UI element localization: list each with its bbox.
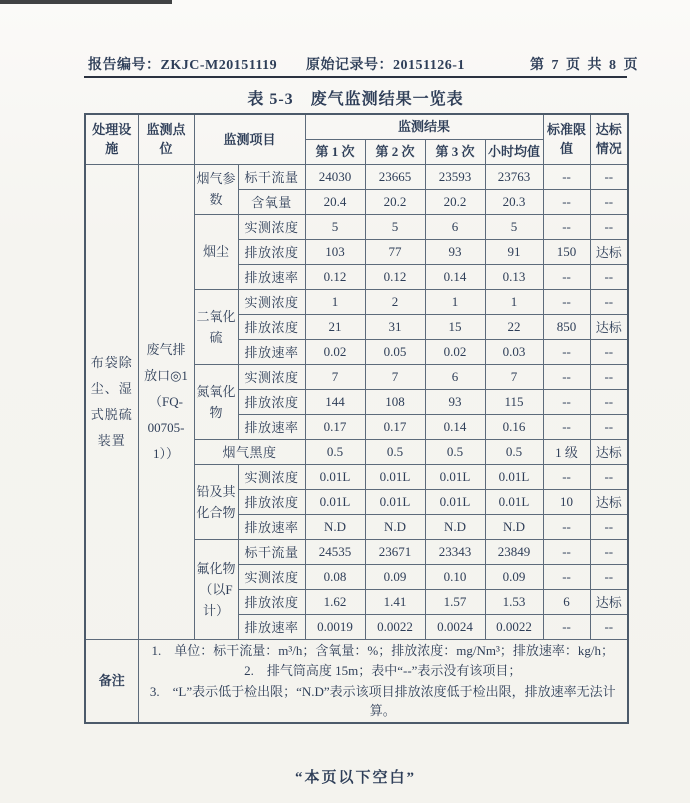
report-number-value: ZKJC-M20151119 [160,58,278,73]
cell-value: 0.0019 [305,614,365,639]
cell-item-name: 排放速率 [238,414,305,439]
header-results: 监测结果 [305,114,543,139]
cell-value: 93 [425,239,485,264]
cell-value: 24030 [305,164,365,189]
cell-item-name: 排放浓度 [238,314,305,339]
cell-limit: -- [543,539,590,564]
cell-value: 0.14 [425,414,485,439]
cell-status: -- [590,564,628,589]
cell-value: N.D [305,514,365,539]
cell-limit: 1 级 [543,439,590,464]
cell-value: 2 [365,289,425,314]
cell-value: 1.53 [485,589,543,614]
cell-value: 1 [425,289,485,314]
cell-item-name: 标干流量 [238,539,305,564]
header-point: 监测点位 [138,114,194,164]
cell-item-name: 实测浓度 [238,464,305,489]
cell-value: 7 [305,364,365,389]
cell-limit: -- [543,164,590,189]
cell-status: -- [590,264,628,289]
cell-limit: -- [543,264,590,289]
cell-value: N.D [365,514,425,539]
cell-value: 0.5 [425,439,485,464]
cell-value: 91 [485,239,543,264]
cell-value: 7 [365,364,425,389]
cell-value: 0.5 [365,439,425,464]
cell-value: 23849 [485,539,543,564]
header-limit: 标准限值 [543,114,590,164]
cell-item-name: 排放浓度 [238,389,305,414]
cell-item-name: 实测浓度 [238,564,305,589]
cell-limit: 850 [543,314,590,339]
cell-value: 0.17 [365,414,425,439]
record-number-label: 原始记录号： [306,58,393,73]
cell-value: 0.01L [365,464,425,489]
cell-limit: -- [543,389,590,414]
cell-value: 0.08 [305,564,365,589]
cell-group-name: 烟尘 [194,214,238,289]
cell-status: -- [590,514,628,539]
header-run2: 第 2 次 [365,139,425,164]
cell-value: 22 [485,314,543,339]
cell-limit: -- [543,564,590,589]
cell-value: 0.0024 [425,614,485,639]
cell-value: 15 [425,314,485,339]
cell-status: -- [590,289,628,314]
header-rule [84,76,627,78]
cell-value: 0.02 [425,339,485,364]
cell-value: 0.01L [425,489,485,514]
cell-value: 0.13 [485,264,543,289]
header-row-1 [85,114,628,139]
page-indicator: 第 7 页 共 8 页 [530,58,640,73]
cell-value: 20.2 [425,189,485,214]
cell-value: 0.01L [485,464,543,489]
cell-limit: -- [543,214,590,239]
cell-value: 0.12 [365,264,425,289]
cell-limit: 150 [543,239,590,264]
results-table [84,113,629,724]
cell-status: -- [590,414,628,439]
header-facility: 处理设施 [85,114,138,164]
cell-status: -- [590,464,628,489]
cell-value: 0.05 [365,339,425,364]
cell-limit: -- [543,514,590,539]
cell-value: 5 [365,214,425,239]
cell-item-name: 排放浓度 [238,589,305,614]
cell-item-name: 排放速率 [238,339,305,364]
cell-limit: -- [543,364,590,389]
cell-value: N.D [425,514,485,539]
cell-status: -- [590,189,628,214]
cell-value: 23665 [365,164,425,189]
cell-value: 0.01L [485,489,543,514]
cell-value: 0.03 [485,339,543,364]
cell-item-name: 实测浓度 [238,289,305,314]
cell-value: 0.10 [425,564,485,589]
cell-value: 23343 [425,539,485,564]
cell-value: 0.09 [485,564,543,589]
remarks-label: 备注 [85,639,138,723]
cell-facility: 布袋除尘、湿式脱硫装置 [85,164,138,639]
cell-limit: -- [543,614,590,639]
cell-group-name: 氮氧化物 [194,364,238,439]
cell-item-name: 标干流量 [238,164,305,189]
cell-value: 5 [305,214,365,239]
cell-limit: -- [543,464,590,489]
cell-value: 1.62 [305,589,365,614]
cell-value: 0.01L [305,489,365,514]
cell-value: 103 [305,239,365,264]
cell-value: 21 [305,314,365,339]
cell-value: 6 [425,214,485,239]
cell-item-name: 实测浓度 [238,214,305,239]
cell-value: 144 [305,389,365,414]
cell-item-name: 含氧量 [238,189,305,214]
report-number [88,54,277,74]
cell-value: 0.0022 [485,614,543,639]
scan-artifact-strip [0,0,172,4]
cell-item-name: 排放浓度 [238,489,305,514]
cell-value: 0.5 [305,439,365,464]
cell-item-name: 排放浓度 [238,239,305,264]
cell-value: 5 [485,214,543,239]
remark-line-3: 3. “L”表示低于检出限；“N.D”表示该项目排放浓度低于检出限，排放速率无法计算。 [149,683,616,718]
remarks-row [85,639,628,723]
cell-value: 0.12 [305,264,365,289]
cell-limit: -- [543,189,590,214]
cell-value: 23593 [425,164,485,189]
cell-value: 7 [485,364,543,389]
cell-value: 0.01L [365,489,425,514]
cell-value: 0.01L [305,464,365,489]
cell-value: 0.09 [365,564,425,589]
cell-limit: -- [543,339,590,364]
cell-value: 0.5 [485,439,543,464]
cell-group-name: 氟化物（以F计） [194,539,238,639]
cell-value: 0.14 [425,264,485,289]
cell-value: 0.16 [485,414,543,439]
cell-value: 0.17 [305,414,365,439]
cell-status: -- [590,214,628,239]
cell-item-name: 排放速率 [238,264,305,289]
cell-status: -- [590,164,628,189]
record-number [306,54,465,74]
cell-limit: -- [543,414,590,439]
cell-value: 23671 [365,539,425,564]
cell-value: 1 [485,289,543,314]
cell-value: 20.2 [365,189,425,214]
cell-value: 24535 [305,539,365,564]
cell-value: 0.02 [305,339,365,364]
cell-item-name: 烟气黑度 [194,439,305,464]
cell-value: 77 [365,239,425,264]
header-run1: 第 1 次 [305,139,365,164]
results-table-container [84,113,629,724]
cell-item-name: 实测浓度 [238,364,305,389]
cell-item-name: 排放速率 [238,514,305,539]
footer-blank-note: “本页以下空白” [294,770,416,786]
cell-status: -- [590,389,628,414]
table-row [85,164,628,189]
cell-limit: 10 [543,489,590,514]
header-hourly: 小时均值 [485,139,543,164]
document-title: 表 5-3 废气监测结果一览表 [247,91,464,108]
cell-status: 达标 [590,314,628,339]
cell-value: 0.0022 [365,614,425,639]
record-number-value: 20151126-1 [393,58,465,73]
cell-status: 达标 [590,439,628,464]
cell-value: 31 [365,314,425,339]
cell-group-name: 烟气参数 [194,164,238,214]
cell-monitoring-point: 废气排放口◎1（FQ-00705-1）） [138,164,194,639]
cell-value: 6 [425,364,485,389]
cell-value: 108 [365,389,425,414]
cell-value: 20.4 [305,189,365,214]
cell-status: 达标 [590,489,628,514]
header-item: 监测项目 [194,114,305,164]
cell-item-name: 排放速率 [238,614,305,639]
cell-value: 20.3 [485,189,543,214]
cell-status: 达标 [590,589,628,614]
remark-line-1: 1. 单位：标干流量：m³/h；含氧量：%；排放浓度：mg/Nm³；排放速率：kg/h； [151,642,614,658]
cell-value: 0.01L [425,464,485,489]
cell-value: 1 [305,289,365,314]
header-run3: 第 3 次 [425,139,485,164]
cell-limit: 6 [543,589,590,614]
header-status: 达标情况 [590,114,628,164]
cell-status: -- [590,539,628,564]
remarks-content [138,639,628,723]
cell-value: 93 [425,389,485,414]
cell-group-name: 二氧化硫 [194,289,238,364]
cell-value: 1.41 [365,589,425,614]
cell-status: -- [590,339,628,364]
cell-value: 1.57 [425,589,485,614]
remark-line-2: 2. 排气筒高度 15m；表中“--”表示没有该项目； [244,663,522,678]
cell-group-name: 铅及其化合物 [194,464,238,539]
cell-status: -- [590,614,628,639]
cell-status: -- [590,364,628,389]
cell-limit: -- [543,289,590,314]
cell-value: 23763 [485,164,543,189]
cell-status: 达标 [590,239,628,264]
cell-value: 115 [485,389,543,414]
cell-value: N.D [485,514,543,539]
report-number-label: 报告编号： [88,58,161,73]
